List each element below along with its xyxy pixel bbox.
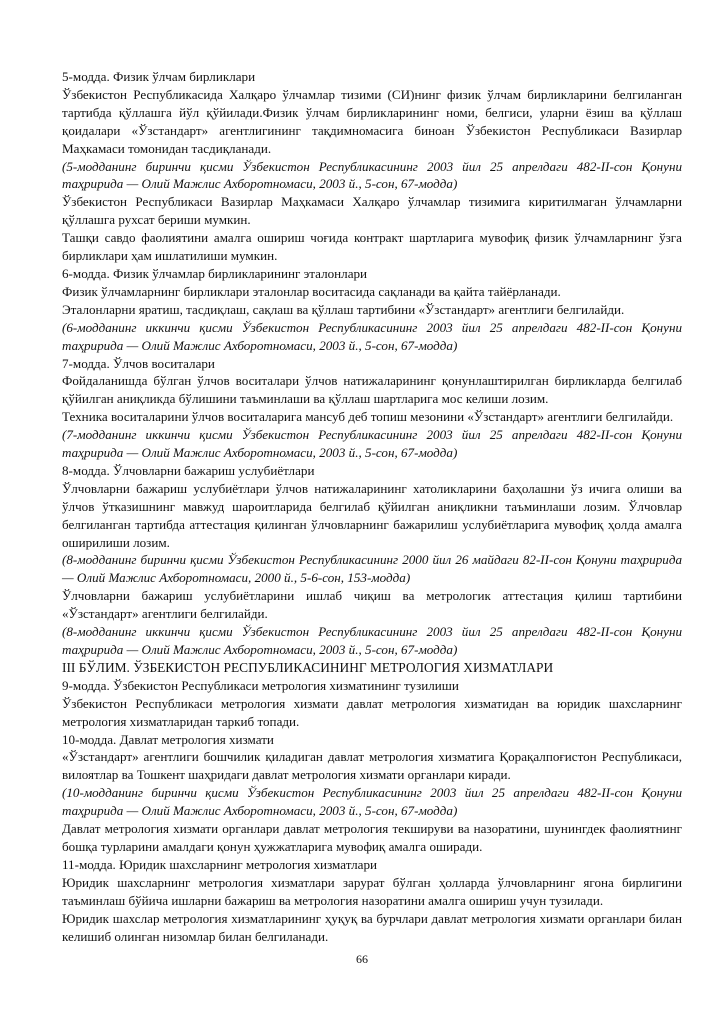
article-heading: 10-модда. Давлат метрология хизмати <box>62 731 274 747</box>
paragraph: Ўзбекистон Республикаси метрология хизмати давлат метрология хизматидан ва юридик шахсларнинг метрология хизматларидан таркиб топади. <box>62 695 682 729</box>
paragraph: Давлат метрология хизмати органлари давлат метрология текшируви ва назоратини, шунингдек фаолиятнинг бошқа турларини амалдаги қонун ҳужжатларига мувофиқ амалга оширади. <box>62 821 682 854</box>
paragraph: Фойдаланишда бўлган ўлчов воситалари ўлчов натижаларининг қонунлаштирилган бирликларда белгилаб қўйилган аниқликда бўлишини таъминлаши ва қўллаш шартларига мос келиши лозим. <box>62 373 682 407</box>
document-body <box>62 68 682 945</box>
amendment-note: (7-модданинг иккинчи қисми Ўзбекистон Республикасининг 2003 йил 25 апрелдаги 482-II-сон Қонуни таҳририда — Олий Мажлис Ахборотномаси, 2003 й., 5-сон, 67-модда) <box>62 427 682 461</box>
amendment-note: (6-модданинг иккинчи қисми Ўзбекистон Республикасининг 2003 йил 25 апрелдаги 482-II-сон Қонуни таҳририда — Олий Мажлис Ахборотномаси, 2003 й., 5-сон, 67-модда) <box>62 319 682 353</box>
amendment-note: (10-модданинг биринчи қисми Ўзбекистон Республикасининг 2003 йил 25 апрелдаги 482-II-сон Қонуни таҳририда — Олий Мажлис Ахборотномаси, 2003 й., 5-сон, 67-модда) <box>62 785 682 819</box>
paragraph: Техника воситаларини ўлчов воситаларига мансуб деб топиш мезонини «Ўзстандарт» агентлиги белгилайди. <box>62 409 674 425</box>
paragraph: Юридик шахсларнинг метрология хизматлари зарурат бўлган ҳолларда ўлчовларнинг ягона бирлигини таъминлаш бўйича ишларни бажариш ва метрология назоратини амалга ошириш учун тузилади. <box>62 874 682 908</box>
article-heading: 8-модда. Ўлчовларни бажариш услубиётлари <box>62 462 315 478</box>
article-heading: 6-модда. Физик ўлчамлар бирликларининг эталонлари <box>62 265 368 281</box>
paragraph: Ўзбекистон Республикаси Вазирлар Маҳкамаси Халқаро ўлчамлар тизимига киритилмаган ўлчамларни қўллашга рухсат бериши мумкин. <box>62 194 682 228</box>
article-heading: 7-модда. Ўлчов воситалари <box>62 355 215 371</box>
article-heading: 11-модда. Юридик шахсларнинг метрология хизматлари <box>62 856 378 872</box>
amendment-note: (8-модданинг биринчи қисми Ўзбекистон Республикасининг 2000 йил 26 майдаги 82-II-сон Қонуни таҳририда — Олий Мажлис Ахборотномаси, 2000 й., 5-6-сон, 153-модда) <box>62 552 682 586</box>
paragraph: Ташқи савдо фаолиятини амалга ошириш чоғида контракт шартларига мувофиқ физик ўлчамларнинг ўзга бирликлари ҳам ишлатилиши мумкин. <box>62 230 682 264</box>
article-heading: 9-модда. Ўзбекистон Республикаси метрология хизматининг тузилиши <box>62 677 459 693</box>
amendment-note: (5-модданинг биринчи қисми Ўзбекистон Республикасининг 2003 йил 25 апрелдаги 482-II-сон Қонуни таҳририда — Олий Мажлис Ахборотномаси, 2003 й., 5-сон, 67-модда) <box>62 158 682 192</box>
paragraph: Юридик шахслар метрология хизматларининг ҳуқуқ ва бурчлари давлат метрология хизмати органлари билан келишиб олинган низомлар билан белгиланади. <box>62 910 682 944</box>
paragraph: Физик ўлчамларнинг бирликлари эталонлар воситасида сақланади ва қайта тайёрланади. <box>62 283 561 299</box>
section-heading: III БЎЛИМ. ЎЗБЕКИСТОН РЕСПУБЛИКАСИНИНГ МЕТРОЛОГИЯ ХИЗМАТЛАРИ <box>62 659 554 675</box>
paragraph: Ўзбекистон Республикасида Халқаро ўлчамлар тизими (СИ)нинг физик ўлчам бирликларини белгиланган тартибда қўллашга йўл қўйилади.Физик ўлчам бирликларининг номи, белгиси, уларни ёзиш ва қўллаш қоидалари «Ўзстандарт» агентлигининг тақдимномасига биноан Ўзбекистон Республикаси Вазирлар Маҳкамаси томонидан тасдиқланади. <box>62 86 682 156</box>
paragraph: Ўлчовларни бажариш услубиётларини ишлаб чиқиш ва метрологик аттестация қилиш тартибини «Ўзстандарт» агентлиги белгилайди. <box>62 588 682 622</box>
amendment-note: (8-модданинг иккинчи қисми Ўзбекистон Республикасининг 2003 йил 25 апрелдаги 482-II-сон Қонуни таҳририда — Олий Мажлис Ахборотномаси, 2003 й., 5-сон, 67-модда) <box>62 624 682 657</box>
page-number: 66 <box>356 952 368 966</box>
paragraph: Ўлчовларни бажариш услубиётлари ўлчов натижаларининг хатоликларини баҳолашни ўз ичига олиши ва ўлчов ўтказишнинг мавжуд шароитларида белгилаб қўйилган аниқликни таъминлаши лозим. Ўлчовлар белгиланган тартибда аттестация қилинган ўлчовларнинг бажарилиш услубиётларига мувофиқ ҳолда амалга оширилиши лозим. <box>62 480 682 550</box>
paragraph: «Ўзстандарт» агентлиги бошчилик қиладиган давлат метрология хизматига Қорақалпоғистон Республикаси, вилоятлар ва Тошкент шаҳридаги давлат метрология хизмати органлари киради. <box>62 749 682 783</box>
article-heading: 5-модда. Физик ўлчам бирликлари <box>62 69 256 84</box>
paragraph: Эталонларни яратиш, тасдиқлаш, сақлаш ва қўллаш тартибини «Ўзстандарт» агентлиги белгилайди. <box>62 301 625 317</box>
